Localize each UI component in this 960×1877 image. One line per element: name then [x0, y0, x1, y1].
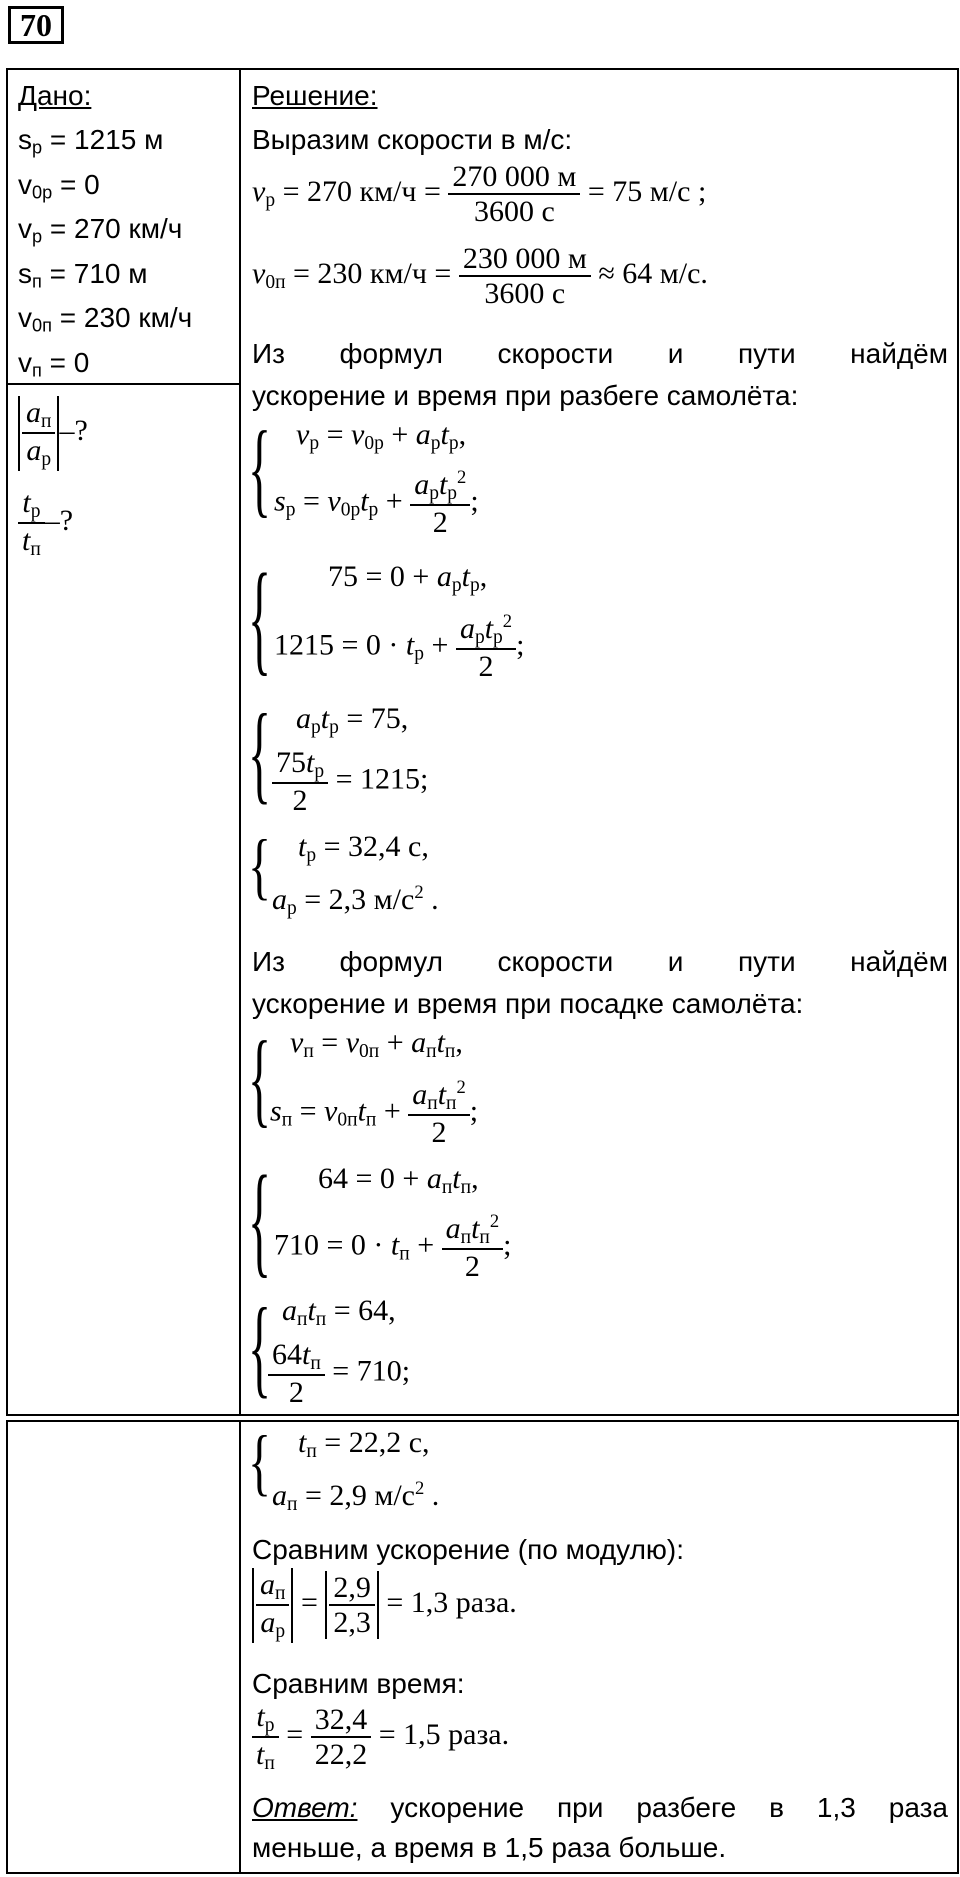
solution-heading: Решение:: [252, 80, 378, 111]
eq-75t: $\frac{75t_р}{2}$ = 1215;: [272, 746, 428, 817]
system-brace: {: [248, 1287, 272, 1409]
eq-64: $64 = 0 + a_пt_п$,: [318, 1162, 479, 1198]
eq-ap: $a_р = 2,3$ $м/с^2$ .: [272, 882, 439, 920]
column-divider: [239, 1422, 241, 1872]
given-find-divider: [8, 383, 239, 385]
eq-vp: $v_р = v_{0р} + a_рt_р$,: [296, 418, 467, 454]
answer-line2: меньше, а время в 1,5 раза больше.: [252, 1832, 727, 1863]
eq-1215: $1215 = 0 \cdot t_р$ + $\frac{a_рt_р^2}{2}$ ;: [274, 611, 525, 684]
system-brace: {: [248, 825, 272, 908]
eq-ant: $a_пt_п = 64$,: [282, 1294, 396, 1330]
solution-intro: Выразим скорости в м/с:: [252, 124, 573, 155]
given-item-sn: $s_п = 710$ м: [18, 258, 148, 292]
para2-line2: ускорение и время при посадке самолёта:: [252, 988, 804, 1019]
conv-v0n: $v_{0п} = 230$ км/ч = $\frac{230 000 м}{3600 с}$ ≈ 64 м/с.: [252, 242, 708, 310]
problem-number: 70: [8, 6, 64, 44]
acc-result: $\frac{a_п}{a_р}$ = $\frac{2,9}{2,3}$ = 1,3 раза.: [252, 1568, 517, 1643]
eq-vn: $v_п = v_{0п} + a_пt_п$,: [290, 1026, 463, 1062]
given-item-sp: $s_р = 1215$ м: [18, 124, 164, 158]
given-item-v0n: $v_{0п} = 230$ км/ч: [18, 302, 193, 336]
given-item-v0p: $v_{0р} = 0$: [18, 169, 100, 203]
given-item-vn: $v_п = 0$: [18, 347, 90, 381]
column-divider: [239, 70, 241, 1414]
eq-64t: $\frac{64t_п}{2}$ = 710;: [268, 1338, 410, 1409]
para1-line2: ускорение и время при разбеге самолёта:: [252, 380, 799, 411]
eq-an: $a_п = 2,9$ $м/с^2$ .: [272, 1478, 440, 1516]
conv-vp: $v_р = 270$ км/ч = $\frac{270 000 м}{3600 с}$ = 75 м/с ;: [252, 160, 707, 228]
compare-time-label: Сравним время:: [252, 1668, 465, 1699]
system-brace: {: [248, 693, 272, 815]
time-result: $\frac{t_р}{t_п}$ = $\frac{32,4}{22,2}$ = 1,5 раза.: [252, 1700, 509, 1775]
eq-sp: $s_р = v_{0р}t_р$ + $\frac{a_рt_р^2}{2}$ ;: [274, 467, 479, 540]
system-brace: {: [248, 1152, 272, 1290]
compare-acc-label: Сравним ускорение (по модулю):: [252, 1534, 685, 1565]
system-brace: {: [248, 1421, 272, 1504]
system-brace: {: [248, 411, 272, 528]
solution-table-part-1: [6, 68, 959, 1416]
para2-line1: Из формул скорости и пути найдём: [252, 946, 948, 977]
eq-tn: $t_п = 22,2$ с,: [298, 1426, 430, 1462]
para1-line1: Из формул скорости и пути найдём: [252, 338, 948, 369]
solution-table-part-2: [6, 1420, 959, 1874]
system-brace: {: [248, 1021, 272, 1138]
find-acc-ratio: $\frac{a_п}{a_р}$ –?: [18, 396, 88, 471]
given-heading: Дано:: [18, 80, 92, 111]
eq-tp: $t_р = 32,4$ с,: [298, 830, 429, 866]
eq-75: $75 = 0 + a_рt_р$,: [328, 560, 488, 596]
system-brace: {: [248, 550, 272, 688]
eq-apt: $a_рt_р = 75$,: [296, 702, 409, 738]
eq-710: $710 = 0 \cdot t_п$ + $\frac{a_пt_п^2}{2}$ ;: [274, 1211, 512, 1284]
find-time-ratio: $\frac{t_р}{t_п}$ –?: [18, 486, 73, 561]
given-item-vp: $v_р = 270$ км/ч: [18, 213, 183, 247]
eq-sn: $s_п = v_{0п}t_п$ + $\frac{a_пt_п^2}{2}$ ;: [270, 1077, 479, 1150]
answer-line1: Ответ: ускорение при разбеге в 1,3 раза: [252, 1792, 949, 1823]
